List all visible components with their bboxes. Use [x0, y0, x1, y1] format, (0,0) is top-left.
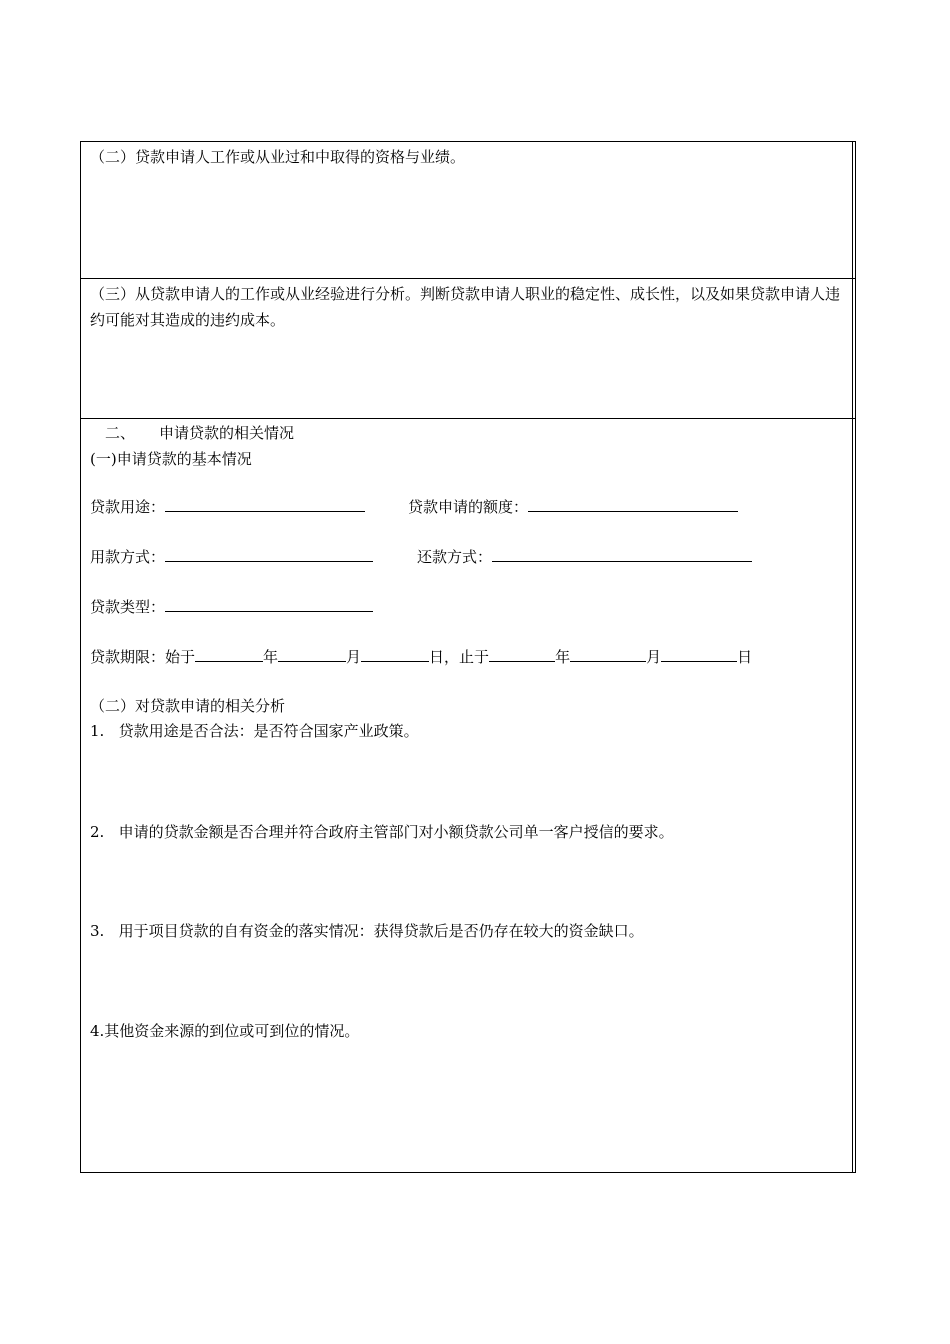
- row-divider: [81, 278, 855, 279]
- analysis-item: 2. 申请的贷款金额是否合理并符合政府主管部门对小额贷款公司单一客户授信的要求。: [90, 823, 674, 841]
- repayment-method-blank[interactable]: [492, 547, 752, 562]
- analysis-item: 1. 贷款用途是否合法：是否符合国家产业政策。: [90, 722, 419, 740]
- loan-purpose-label: 贷款用途：: [90, 498, 166, 516]
- loan-amount-field: [408, 497, 738, 517]
- loan-term-field: [90, 647, 752, 667]
- usage-method-label: 用款方式：: [90, 548, 166, 566]
- qualification-prompt: （二）贷款申请人工作或从业过和中取得的资格与业绩。: [90, 148, 466, 166]
- analysis-title: （二）对贷款申请的相关分析: [90, 697, 286, 715]
- day-to-label: 日，止于: [429, 648, 490, 666]
- end-year-blank[interactable]: [489, 647, 555, 662]
- section-heading: 申请贷款的相关情况: [159, 424, 295, 442]
- start-month-blank[interactable]: [278, 647, 346, 662]
- row-divider: [81, 418, 855, 419]
- usage-method-blank[interactable]: [165, 547, 373, 562]
- loan-type-field: [90, 597, 373, 617]
- repayment-method-field: [417, 547, 752, 567]
- loan-amount-blank[interactable]: [528, 497, 738, 512]
- end-month-blank[interactable]: [570, 647, 646, 662]
- loan-amount-label: 贷款申请的额度：: [408, 498, 529, 516]
- loan-type-label: 贷款类型：: [90, 598, 166, 616]
- analysis-item: 3. 用于项目贷款的自有资金的落实情况：获得贷款后是否仍存在较大的资金缺口。: [90, 922, 644, 940]
- month-label: 月: [346, 648, 362, 666]
- basic-info-title: (一)申请贷款的基本情况: [90, 450, 252, 468]
- form-table: [80, 141, 856, 1173]
- end-day-blank[interactable]: [661, 647, 737, 662]
- section-number: 二、: [105, 424, 136, 442]
- start-day-blank[interactable]: [361, 647, 429, 662]
- start-year-blank[interactable]: [195, 647, 263, 662]
- analysis-item: 4.其他资金来源的到位或可到位的情况。: [90, 1022, 360, 1040]
- repayment-method-label: 还款方式：: [417, 548, 493, 566]
- month-label: 月: [646, 648, 662, 666]
- stability-analysis-prompt: （三）从贷款申请人的工作或从业经验进行分析。判断贷款申请人职业的稳定性、成长性，以及如果贷款申请人违约可能对其造成的违约成本。: [90, 285, 841, 329]
- loan-purpose-blank[interactable]: [165, 497, 365, 512]
- loan-term-label: 贷款期限：始于: [90, 648, 196, 666]
- loan-type-blank[interactable]: [165, 597, 373, 612]
- day-label: 日: [737, 648, 753, 666]
- loan-purpose-field: [90, 497, 365, 517]
- usage-method-field: [90, 547, 373, 567]
- year-label: 年: [555, 648, 571, 666]
- year-label: 年: [263, 648, 279, 666]
